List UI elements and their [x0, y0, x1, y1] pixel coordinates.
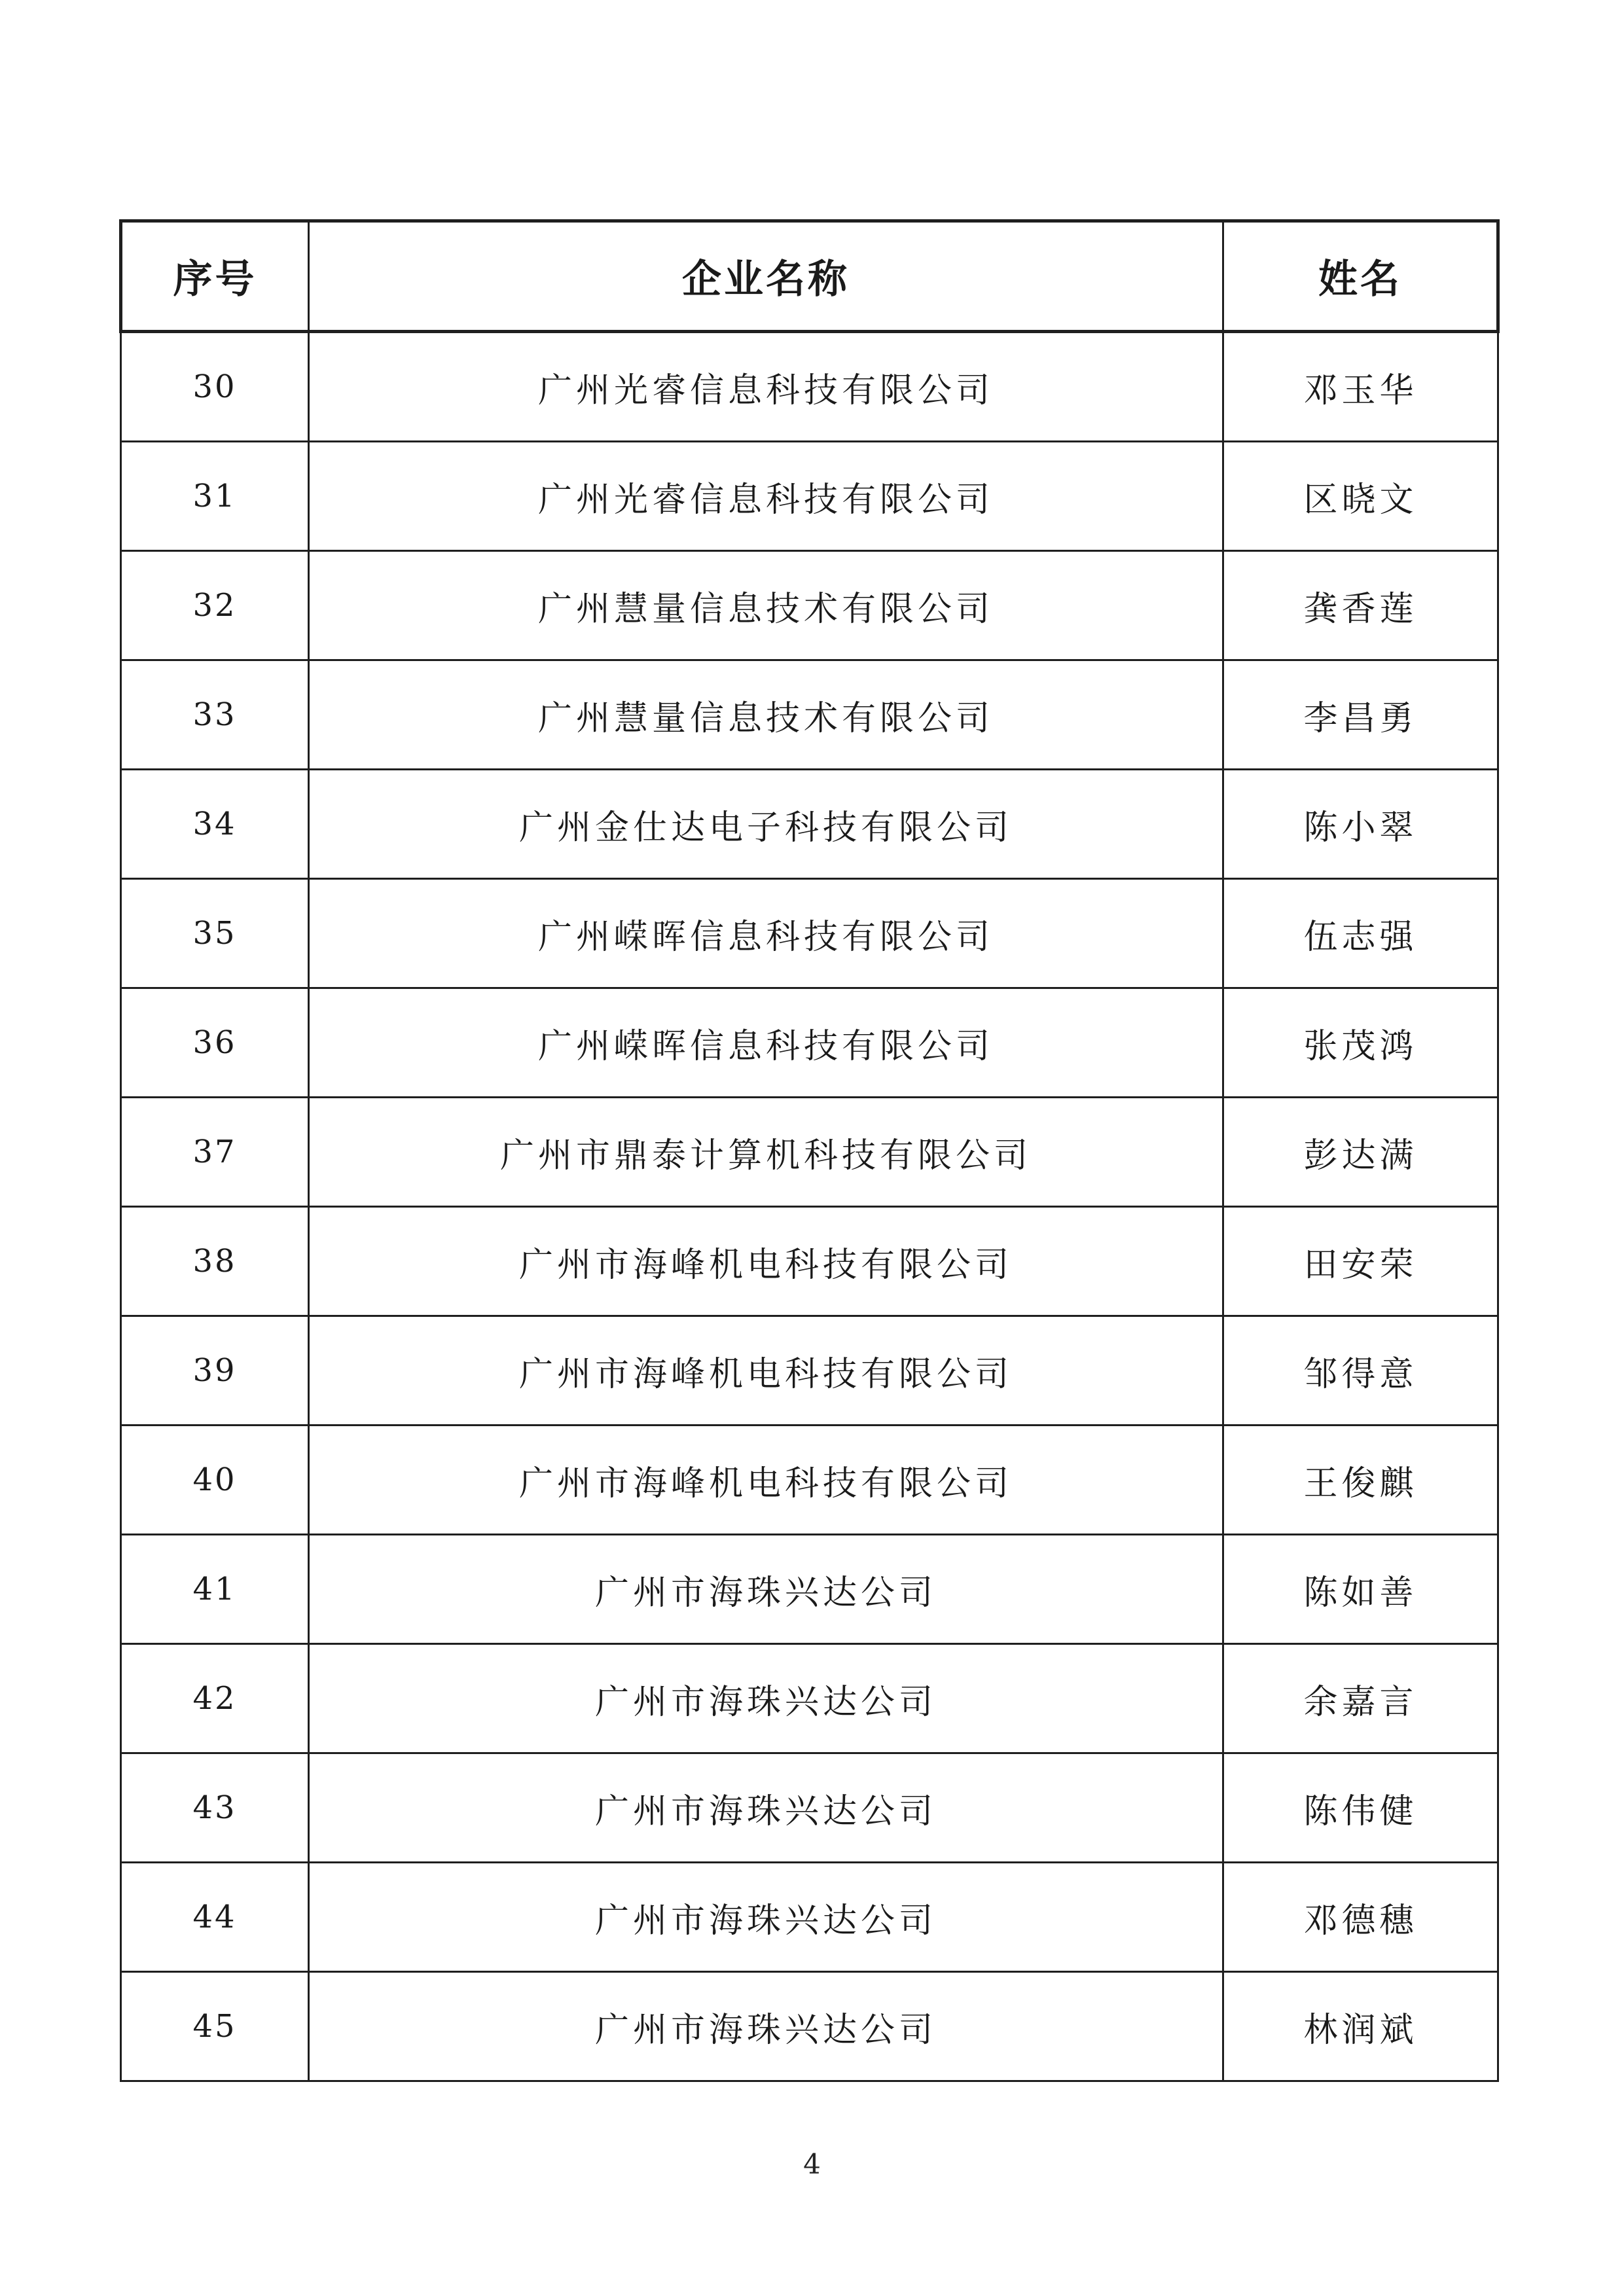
row-company-name: 广州市海峰机电科技有限公司: [309, 1207, 1223, 1316]
row-serial-number: 43: [121, 1753, 309, 1863]
row-person-name: 王俊麒: [1223, 1426, 1498, 1535]
table-row: [121, 879, 1498, 988]
page-number: 4: [803, 2148, 821, 2180]
row-company-name: 广州市鼎泰计算机科技有限公司: [309, 1098, 1223, 1207]
table-row: [121, 1098, 1498, 1207]
table-row: [121, 660, 1498, 770]
row-serial-number: 38: [121, 1207, 309, 1316]
row-person-name: 彭达满: [1223, 1098, 1498, 1207]
row-company-name: 广州慧量信息技术有限公司: [309, 660, 1223, 770]
row-serial-number: 37: [121, 1098, 309, 1207]
row-company-name: 广州光睿信息科技有限公司: [309, 442, 1223, 551]
table-row: [121, 1863, 1498, 1972]
row-serial-number: 44: [121, 1863, 309, 1972]
row-person-name: 陈如善: [1223, 1535, 1498, 1644]
row-person-name: 邓德穗: [1223, 1863, 1498, 1972]
table-row: [121, 770, 1498, 879]
row-company-name: 广州嵘晖信息科技有限公司: [309, 879, 1223, 988]
table-row: [121, 988, 1498, 1098]
table-row: [121, 1644, 1498, 1753]
row-person-name: 邓玉华: [1223, 332, 1498, 442]
row-serial-number: 40: [121, 1426, 309, 1535]
row-person-name: 邹得意: [1223, 1316, 1498, 1426]
row-company-name: 广州市海珠兴达公司: [309, 1535, 1223, 1644]
row-person-name: 龚香莲: [1223, 551, 1498, 660]
header-serial-number: 序号: [121, 221, 309, 332]
row-person-name: 伍志强: [1223, 879, 1498, 988]
table-row: [121, 1972, 1498, 2081]
row-person-name: 张茂鸿: [1223, 988, 1498, 1098]
row-serial-number: 31: [121, 442, 309, 551]
table-row: [121, 332, 1498, 442]
table-row: [121, 1753, 1498, 1863]
row-company-name: 广州市海珠兴达公司: [309, 1863, 1223, 1972]
row-company-name: 广州市海珠兴达公司: [309, 1644, 1223, 1753]
row-serial-number: 42: [121, 1644, 309, 1753]
table-body: [121, 332, 1498, 2081]
row-serial-number: 41: [121, 1535, 309, 1644]
row-serial-number: 33: [121, 660, 309, 770]
header-row: [121, 221, 1498, 332]
row-serial-number: 39: [121, 1316, 309, 1426]
row-company-name: 广州慧量信息技术有限公司: [309, 551, 1223, 660]
row-serial-number: 30: [121, 332, 309, 442]
header-company-name: 企业名称: [309, 221, 1223, 332]
row-person-name: 陈小翠: [1223, 770, 1498, 879]
table-row: [121, 442, 1498, 551]
row-person-name: 田安荣: [1223, 1207, 1498, 1316]
roster-table: [119, 219, 1500, 2082]
table-row: [121, 551, 1498, 660]
table-row: [121, 1207, 1498, 1316]
header-person-name: 姓名: [1223, 221, 1498, 332]
row-serial-number: 35: [121, 879, 309, 988]
row-person-name: 林润斌: [1223, 1972, 1498, 2081]
table-row: [121, 1426, 1498, 1535]
row-company-name: 广州金仕达电子科技有限公司: [309, 770, 1223, 879]
table-row: [121, 1535, 1498, 1644]
row-company-name: 广州光睿信息科技有限公司: [309, 332, 1223, 442]
table-header: [121, 221, 1498, 332]
row-serial-number: 36: [121, 988, 309, 1098]
row-serial-number: 34: [121, 770, 309, 879]
row-company-name: 广州市海峰机电科技有限公司: [309, 1426, 1223, 1535]
row-company-name: 广州嵘晖信息科技有限公司: [309, 988, 1223, 1098]
row-company-name: 广州市海珠兴达公司: [309, 1753, 1223, 1863]
row-serial-number: 32: [121, 551, 309, 660]
row-person-name: 陈伟健: [1223, 1753, 1498, 1863]
table-row: [121, 1316, 1498, 1426]
row-company-name: 广州市海珠兴达公司: [309, 1972, 1223, 2081]
row-person-name: 区晓文: [1223, 442, 1498, 551]
row-person-name: 余嘉言: [1223, 1644, 1498, 1753]
row-serial-number: 45: [121, 1972, 309, 2081]
row-person-name: 李昌勇: [1223, 660, 1498, 770]
row-company-name: 广州市海峰机电科技有限公司: [309, 1316, 1223, 1426]
